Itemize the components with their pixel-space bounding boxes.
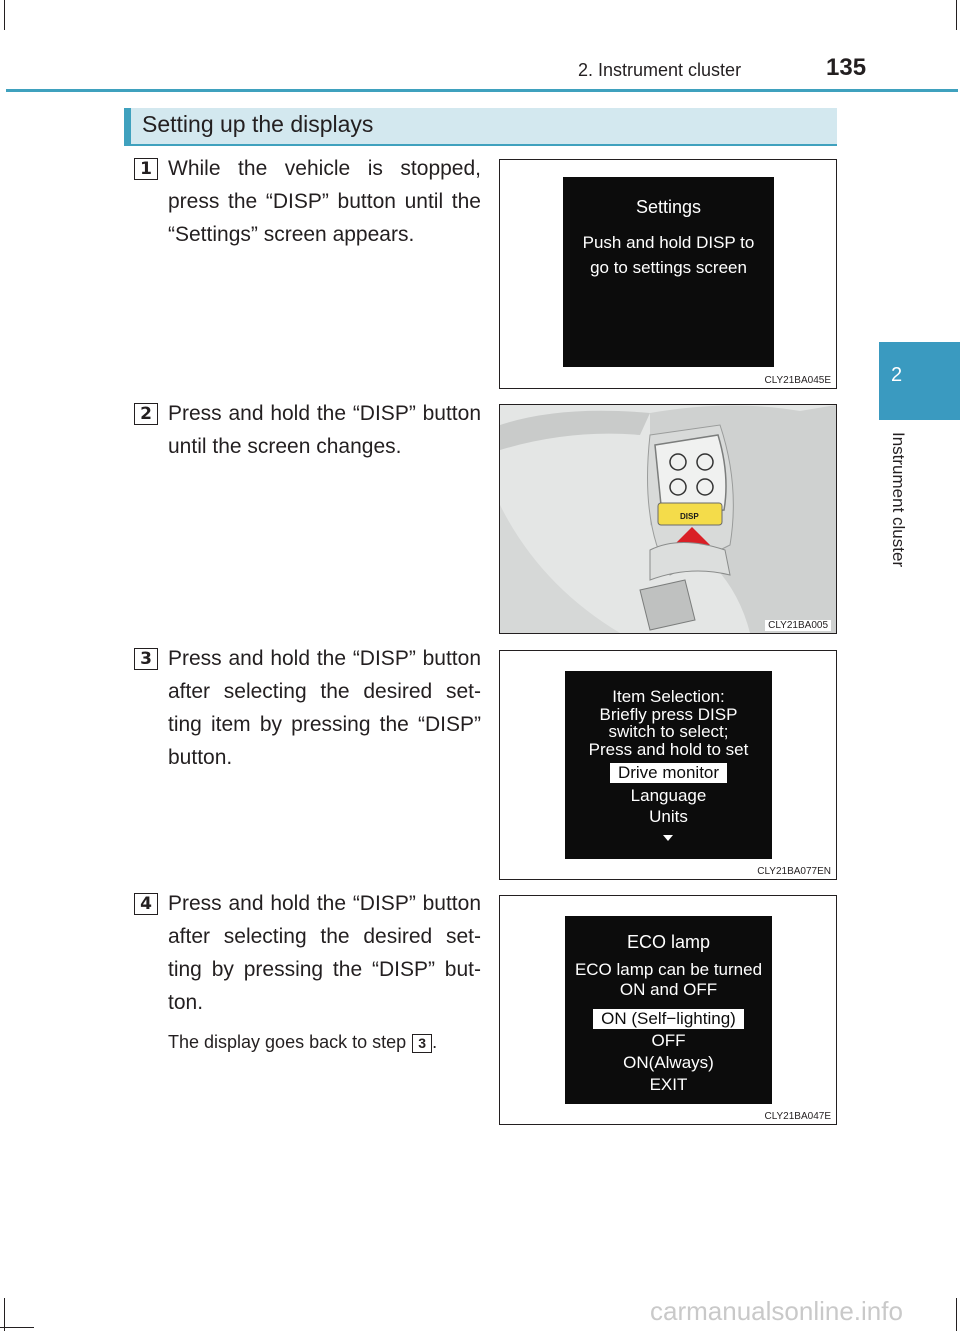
crop-mark: [4, 0, 5, 30]
step-number-2: 2: [134, 403, 158, 425]
page-number: 135: [826, 54, 867, 81]
figure-code: CLY21BA077EN: [757, 866, 831, 877]
menu-option: EXIT: [649, 1075, 688, 1094]
figure-code: CLY21BA047E: [764, 1111, 831, 1122]
step-number-4: 4: [134, 893, 158, 915]
chapter-title: 2. Instrument cluster: [578, 60, 742, 80]
step-text-2: Press and hold the “DISP” button until the screen changes.: [168, 402, 481, 458]
step-text-1: While the vehicle is stopped, press the “DISP” button until the “Settings” screen appears.: [168, 157, 481, 246]
crop-mark: [956, 0, 957, 30]
screen-line: Press and hold to set: [588, 740, 749, 759]
crop-mark: [0, 1327, 34, 1328]
step-number-1: 1: [134, 158, 158, 180]
steering-wheel-illustration: [500, 405, 836, 633]
section-heading-bar: [124, 108, 131, 144]
display-screen: [565, 916, 772, 1104]
chapter-side-label-text: Instrument cluster: [889, 432, 908, 568]
screen-line: ECO lamp: [626, 932, 711, 952]
step-number-3: 3: [134, 648, 158, 670]
menu-option: OFF: [651, 1031, 686, 1050]
menu-option: ON(Always): [623, 1053, 714, 1072]
step-note: [168, 1032, 437, 1053]
chapter-tab: [879, 342, 960, 420]
chapter-side-label: [880, 432, 910, 582]
menu-option: Units: [649, 807, 688, 826]
screen-line: go to settings screen: [590, 258, 747, 277]
figure-eco-lamp-setting: [499, 895, 837, 1125]
header-rule: [6, 89, 958, 92]
step-text-4: Press and hold the “DISP” button after selecting the desired set-ting by pressing the “DISP” but-ton.: [168, 892, 481, 1014]
screen-line: ON and OFF: [619, 980, 718, 999]
selected-menu-item: Drive monitor: [610, 763, 727, 783]
figure-steering-wheel: [499, 404, 837, 634]
crop-mark: [956, 1298, 957, 1331]
screen-line: Briefly press DISP: [599, 705, 738, 724]
step-note-suffix: .: [432, 1032, 438, 1052]
figure-settings-screen: [499, 159, 837, 389]
step-text-3: Press and hold the “DISP” button after selecting the desired set-ting item by pressing the “DISP” button.: [168, 647, 481, 769]
scroll-down-icon: [663, 835, 673, 841]
selected-menu-item: ON (Self−lighting): [593, 1009, 744, 1029]
figure-item-selection: [499, 650, 837, 880]
section-heading: [124, 108, 837, 146]
section-heading-text: Setting up the displays: [142, 111, 374, 137]
display-screen: [565, 671, 772, 859]
screen-line: Item Selection:: [612, 687, 725, 706]
display-screen: [563, 177, 774, 367]
step-reference: 3: [412, 1034, 432, 1053]
disp-button-label: DISP: [680, 512, 699, 521]
screen-line: Push and hold DISP to: [582, 233, 755, 252]
step-note-text: The display goes back to step: [168, 1032, 407, 1052]
screen-line: switch to select;: [608, 722, 729, 741]
screen-line: ECO lamp can be turned: [574, 960, 763, 979]
figure-code: CLY21BA005: [765, 620, 831, 631]
figure-code: CLY21BA045E: [764, 375, 831, 386]
menu-option: Language: [630, 786, 707, 805]
chapter-tab-number: 2: [891, 364, 903, 386]
screen-line: Settings: [635, 197, 702, 217]
watermark: carmanualsonline.info: [650, 1296, 903, 1326]
